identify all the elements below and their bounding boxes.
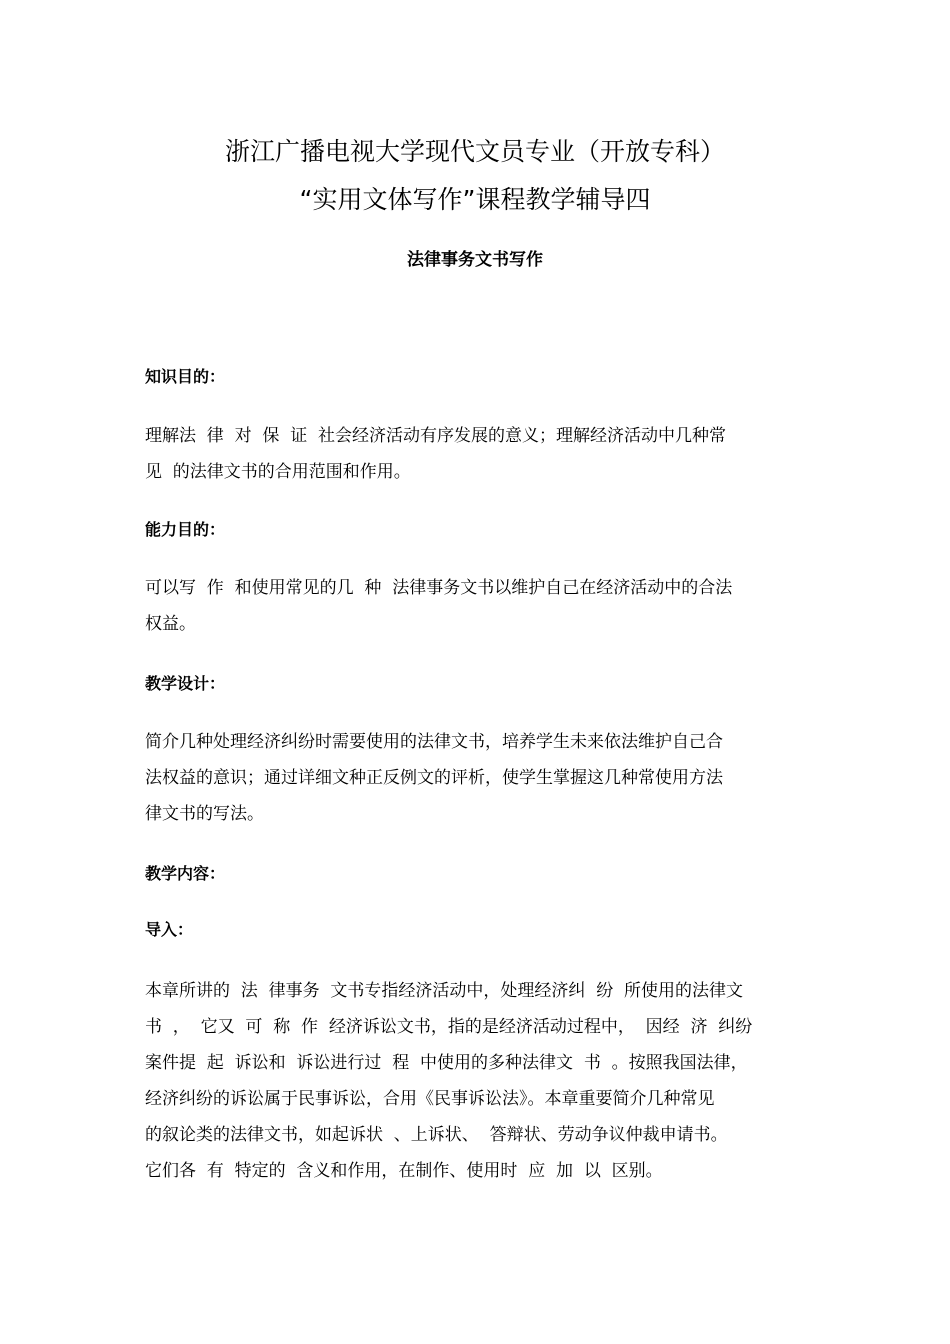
paragraph-line: 书 ， 它又 可 称 作 经济诉讼文书，指的是经济活动过程中， 因经 济 纠纷 <box>145 1017 753 1037</box>
paragraph-line: 见 的法律文书的合用范围和作用。 <box>145 462 411 482</box>
paragraph-line: 理解法 律 对 保 证 社会经济活动有序发展的意义；理解经济活动中几种常 <box>145 426 727 446</box>
paragraph-line: 的叙论类的法律文书，如起诉状 、上诉状、 答辩状、劳动争议仲裁申请书。 <box>145 1125 728 1145</box>
paragraph-line: 简介几种处理经济纠纷时需要使用的法律文书，培养学生未来依法维护自己合 <box>145 732 723 752</box>
paragraph-line: 它们各 有 特定的 含义和作用，在制作、使用时 应 加 以 区别。 <box>145 1161 663 1181</box>
section-body-ability-goal <box>145 570 810 642</box>
paragraph-line: 经济纠纷的诉讼属于民事诉讼，合用《民事诉讼法》。本章重要简介几种常见 <box>145 1089 715 1109</box>
paragraph-line: 本章所讲的 法 律事务 文书专指经济活动中，处理经济纠 纷 所使用的法律文 <box>145 981 744 1001</box>
section-heading-knowledge-goal: 知识目的： <box>145 367 226 386</box>
section-body-teaching-design <box>145 724 810 832</box>
section-heading-teaching-design: 教学设计： <box>145 674 226 693</box>
document-subtitle: 法律事务文书写作 <box>407 250 543 270</box>
document-title-line-1: 浙江广播电视大学现代文员专业（开放专科） <box>224 137 725 166</box>
section-body-introduction <box>145 973 810 1189</box>
paragraph-line: 可以写 作 和使用常见的几 种 法律事务文书以维护自己在经济活动中的合法 <box>145 578 733 598</box>
paragraph-line: 权益。 <box>145 614 196 634</box>
paragraph-line: 案件提 起 诉讼和 诉讼进行过 程 中使用的多种法律文 书 。按照我国法律， <box>145 1053 748 1073</box>
section-heading-ability-goal: 能力目的： <box>145 520 226 539</box>
document-title-line-2: “实用文体写作”课程教学辅导四 <box>299 185 651 214</box>
section-heading-introduction: 导入： <box>145 920 194 939</box>
paragraph-line: 法权益的意识；通过详细文种正反例文的评析，使学生掌握这几种常使用方法 <box>145 768 723 788</box>
section-heading-teaching-content: 教学内容： <box>145 864 226 883</box>
paragraph-line: 律文书的写法。 <box>145 804 264 824</box>
section-body-knowledge-goal <box>145 418 810 490</box>
